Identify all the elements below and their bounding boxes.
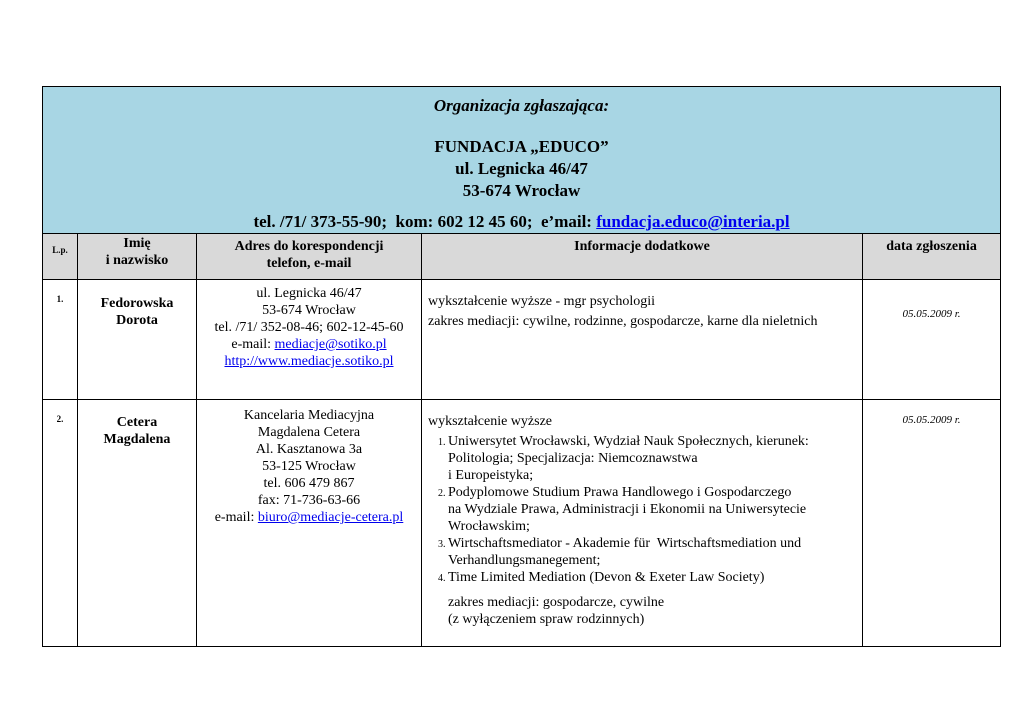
list-item-line: Politologia; Specjalizacja: Niemcoznawstwa [448, 451, 698, 466]
row-info [422, 400, 863, 647]
scope-line: zakres mediacji: gospodarcze, cywilne [448, 595, 665, 610]
col-address-header [197, 234, 422, 280]
address-line: Kancelaria Mediacyjna [243, 408, 375, 423]
info-scope [428, 594, 856, 628]
list-item-line: Wrocławskim; [448, 519, 530, 534]
list-item-line: 3. Wirtschaftsmediator - Akademie für Wirtschaftsmediation und [448, 536, 802, 551]
col-name-line1: Imię [123, 236, 151, 251]
address-email [197, 336, 421, 353]
email-prefix: e-mail: [231, 337, 275, 352]
email-link[interactable]: mediacje@sotiko.pl [274, 337, 387, 352]
address-line: tel. 606 479 867 [263, 476, 355, 491]
list-item-line: 4. Time Limited Mediation (Devon & Exeter Law Society) [448, 570, 765, 585]
row-date: 05.05.2009 r. [863, 280, 1001, 400]
table-row [43, 400, 1001, 647]
info-education: wykształcenie wyższe [428, 414, 552, 429]
org-email-link[interactable]: fundacja.educo@interia.pl [596, 212, 790, 231]
info-line: wykształcenie wyższe - mgr psychologii [428, 294, 656, 309]
list-item-line: na Wydziale Prawa, Administracji i Ekonomii na Uniwersytecie [448, 502, 807, 517]
row-name-line2: Magdalena [103, 432, 171, 447]
col-name-line2: i nazwisko [105, 253, 169, 268]
col-address-line1: Adres do korespondencji [234, 239, 384, 254]
address-line: 53-125 Wrocław [262, 459, 356, 474]
row-name [78, 280, 197, 400]
org-contact-text: tel. /71/ 373-55-90; kom: 602 12 45 60; e’mail: [253, 212, 597, 231]
list-item [448, 569, 856, 586]
list-item-line: 1. Uniwersytet Wrocławski, Wydział Nauk Społecznych, kierunek: [448, 434, 809, 449]
info-line: zakres mediacji: cywilne, rodzinne, gospodarcze, karne dla nieletnich [428, 314, 818, 329]
scope-line: (z wyłączeniem spraw rodzinnych) [448, 612, 645, 627]
email-prefix: e-mail: [214, 510, 258, 525]
row-address [197, 400, 422, 647]
website-link-wrap [197, 353, 421, 370]
row-lp: 1. [43, 280, 78, 400]
col-lp-header: L.p. [43, 234, 78, 280]
org-label: Organizacja zgłaszająca: [433, 96, 610, 115]
mediators-table [42, 86, 1001, 647]
website-link[interactable]: http://www.mediacje.sotiko.pl [224, 354, 394, 369]
org-street: ul. Legnicka 46/47 [455, 159, 588, 178]
row-lp: 2. [43, 400, 78, 647]
row-name-line1: Cetera [116, 415, 158, 430]
table-row [43, 280, 1001, 400]
list-item [448, 433, 856, 484]
address-line: Magdalena Cetera [257, 425, 361, 440]
document-page [42, 86, 1000, 647]
address-email [197, 509, 421, 526]
row-date: 05.05.2009 r. [863, 400, 1001, 647]
list-item [448, 535, 856, 569]
address-line: tel. /71/ 352-08-46; 602-12-45-60 [214, 320, 404, 335]
list-item-line: i Europeistyka; [448, 468, 534, 483]
row-name-line2: Dorota [116, 313, 158, 328]
org-name: FUNDACJA „EDUCO” [434, 137, 609, 156]
address-line: 53-674 Wrocław [262, 303, 356, 318]
org-contact [43, 212, 1000, 232]
email-link[interactable]: biuro@mediacje-cetera.pl [257, 510, 404, 525]
col-info-header: Informacje dodatkowe [422, 234, 863, 280]
list-item-line: 2. Podyplomowe Studium Prawa Handlowego i Gospodarczego [448, 485, 792, 500]
org-city: 53-674 Wrocław [462, 181, 581, 200]
list-item-line: Verhandlungsmanegement; [448, 553, 601, 568]
organization-header [43, 87, 1001, 234]
row-info [422, 280, 863, 400]
address-line: fax: 71-736-63-66 [257, 493, 361, 508]
qualifications-list [428, 433, 856, 586]
column-header-row [43, 234, 1001, 280]
row-name [78, 400, 197, 647]
address-line: ul. Legnicka 46/47 [256, 286, 362, 301]
address-line: Al. Kasztanowa 3a [255, 442, 363, 457]
organization-header-row [43, 87, 1001, 234]
col-date-header: data zgłoszenia [863, 234, 1001, 280]
row-address [197, 280, 422, 400]
list-item [448, 484, 856, 535]
col-name-header [78, 234, 197, 280]
row-name-line1: Fedorowska [100, 296, 174, 311]
col-address-line2: telefon, e-mail [266, 256, 352, 271]
